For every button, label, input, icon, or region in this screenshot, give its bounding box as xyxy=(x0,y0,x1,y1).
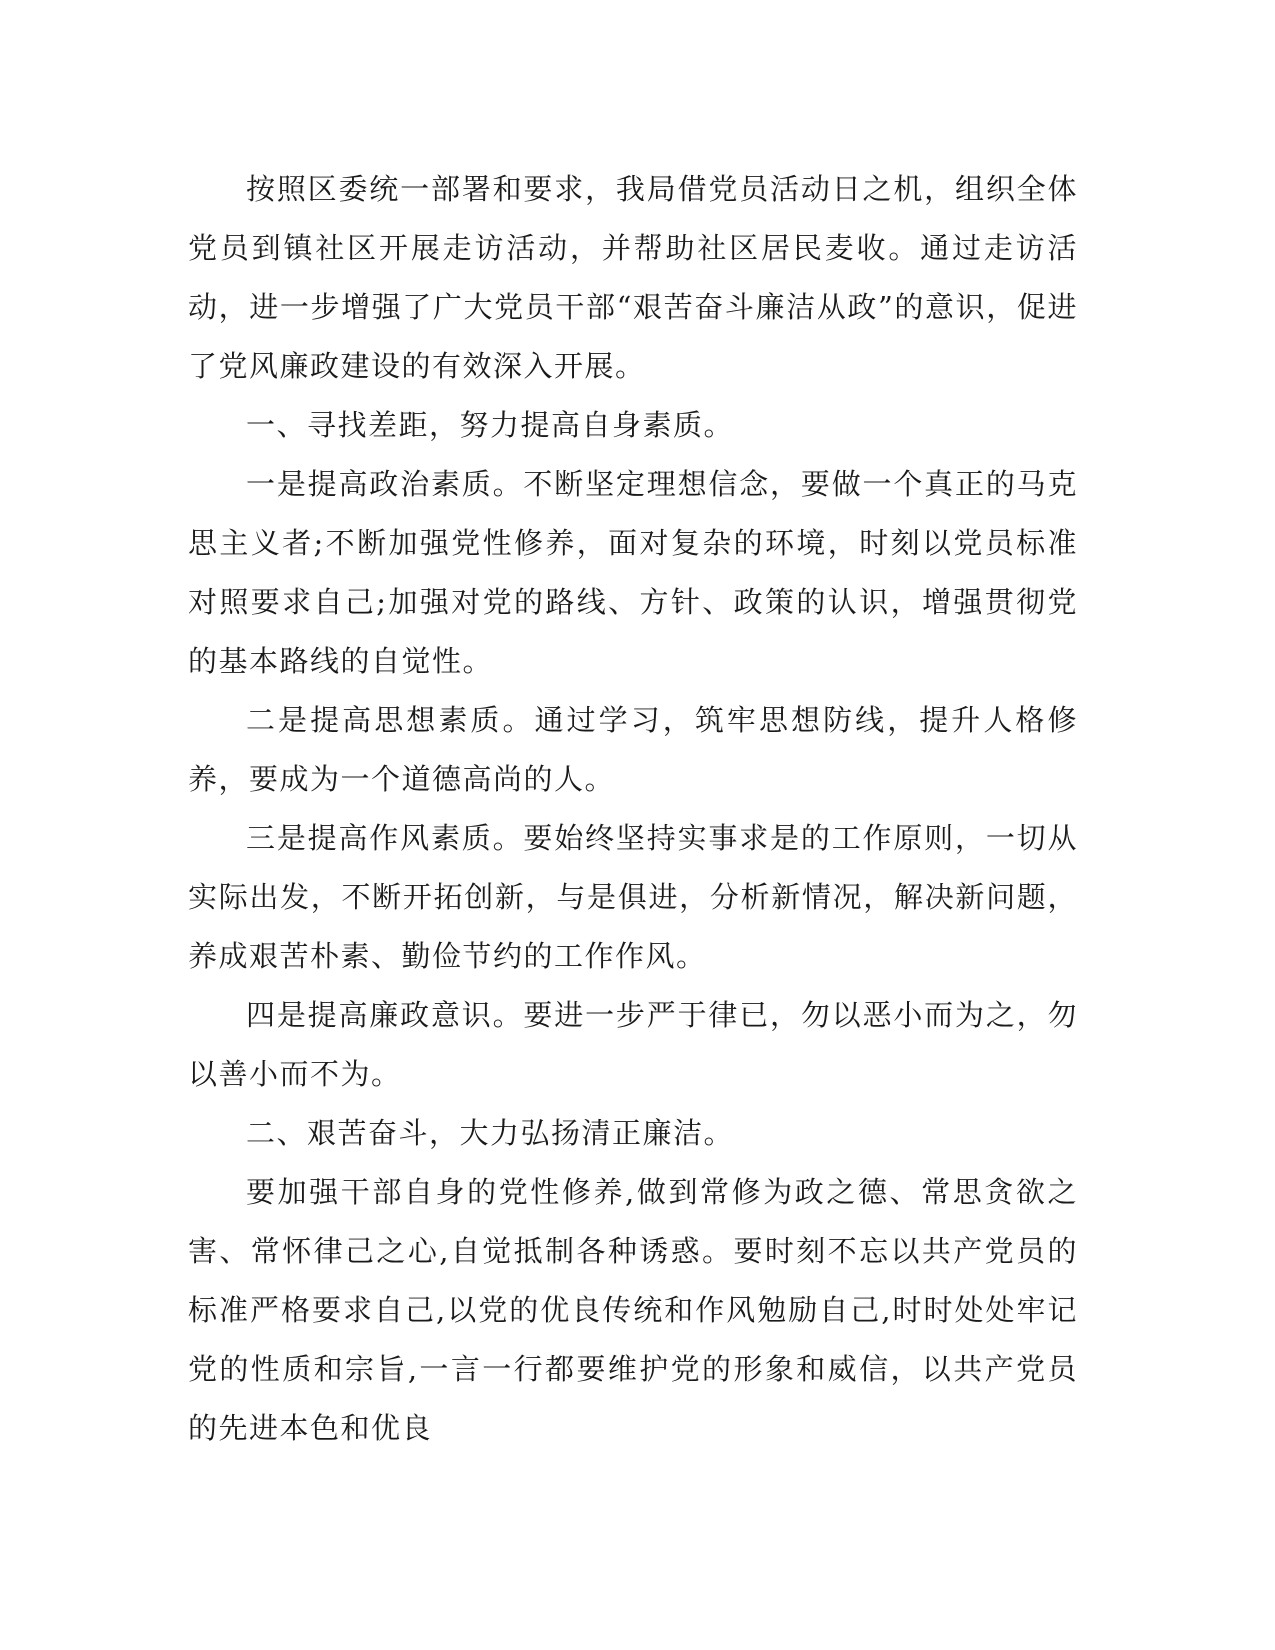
paragraph-ideological-quality: 二是提高思想素质。通过学习，筑牢思想防线，提升人格修养，要成为一个道德高尚的人。 xyxy=(188,703,1078,796)
section-heading-1: 一、寻找差距，努力提高自身素质。 xyxy=(246,408,735,442)
document-body xyxy=(188,160,1078,1458)
paragraph-political-quality: 一是提高政治素质。不断坚定理想信念，要做一个真正的马克思主义者;不断加强党性修养，面对复杂的环境，时刻以党员标准对照要求自己;加强对党的路线、方针、政策的认识，增强贯彻党的基本路线的自觉性。 xyxy=(188,467,1078,678)
paragraph-party-cultivation: 要加强干部自身的党性修养,做到常修为政之德、常思贪欲之害、常怀律己之心,自觉抵制各种诱惑。要时刻不忘以共产党员的标准严格要求自己,以党的优良传统和作风勉励自己,时时处处牢记党的性质和宗旨,一言一行都要维护党的形象和威信，以共产党员的先进本色和优良 xyxy=(188,1175,1078,1445)
section-heading-2: 二、艰苦奋斗，大力弘扬清正廉洁。 xyxy=(246,1116,735,1150)
paragraph-intro: 按照区委统一部署和要求，我局借党员活动日之机，组织全体党员到镇社区开展走访活动，并帮助社区居民麦收。通过走访活动，进一步增强了广大党员干部“艰苦奋斗廉洁从政”的意识，促进了党风廉政建设的有效深入开展。 xyxy=(188,172,1078,383)
paragraph-work-style-quality: 三是提高作风素质。要始终坚持实事求是的工作原则，一切从实际出发，不断开拓创新，与是俱进，分析新情况，解决新问题，养成艰苦朴素、勤俭节约的工作作风。 xyxy=(188,821,1078,973)
paragraph-integrity-awareness: 四是提高廉政意识。要进一步严于律已，勿以恶小而为之，勿以善小而不为。 xyxy=(188,998,1078,1091)
